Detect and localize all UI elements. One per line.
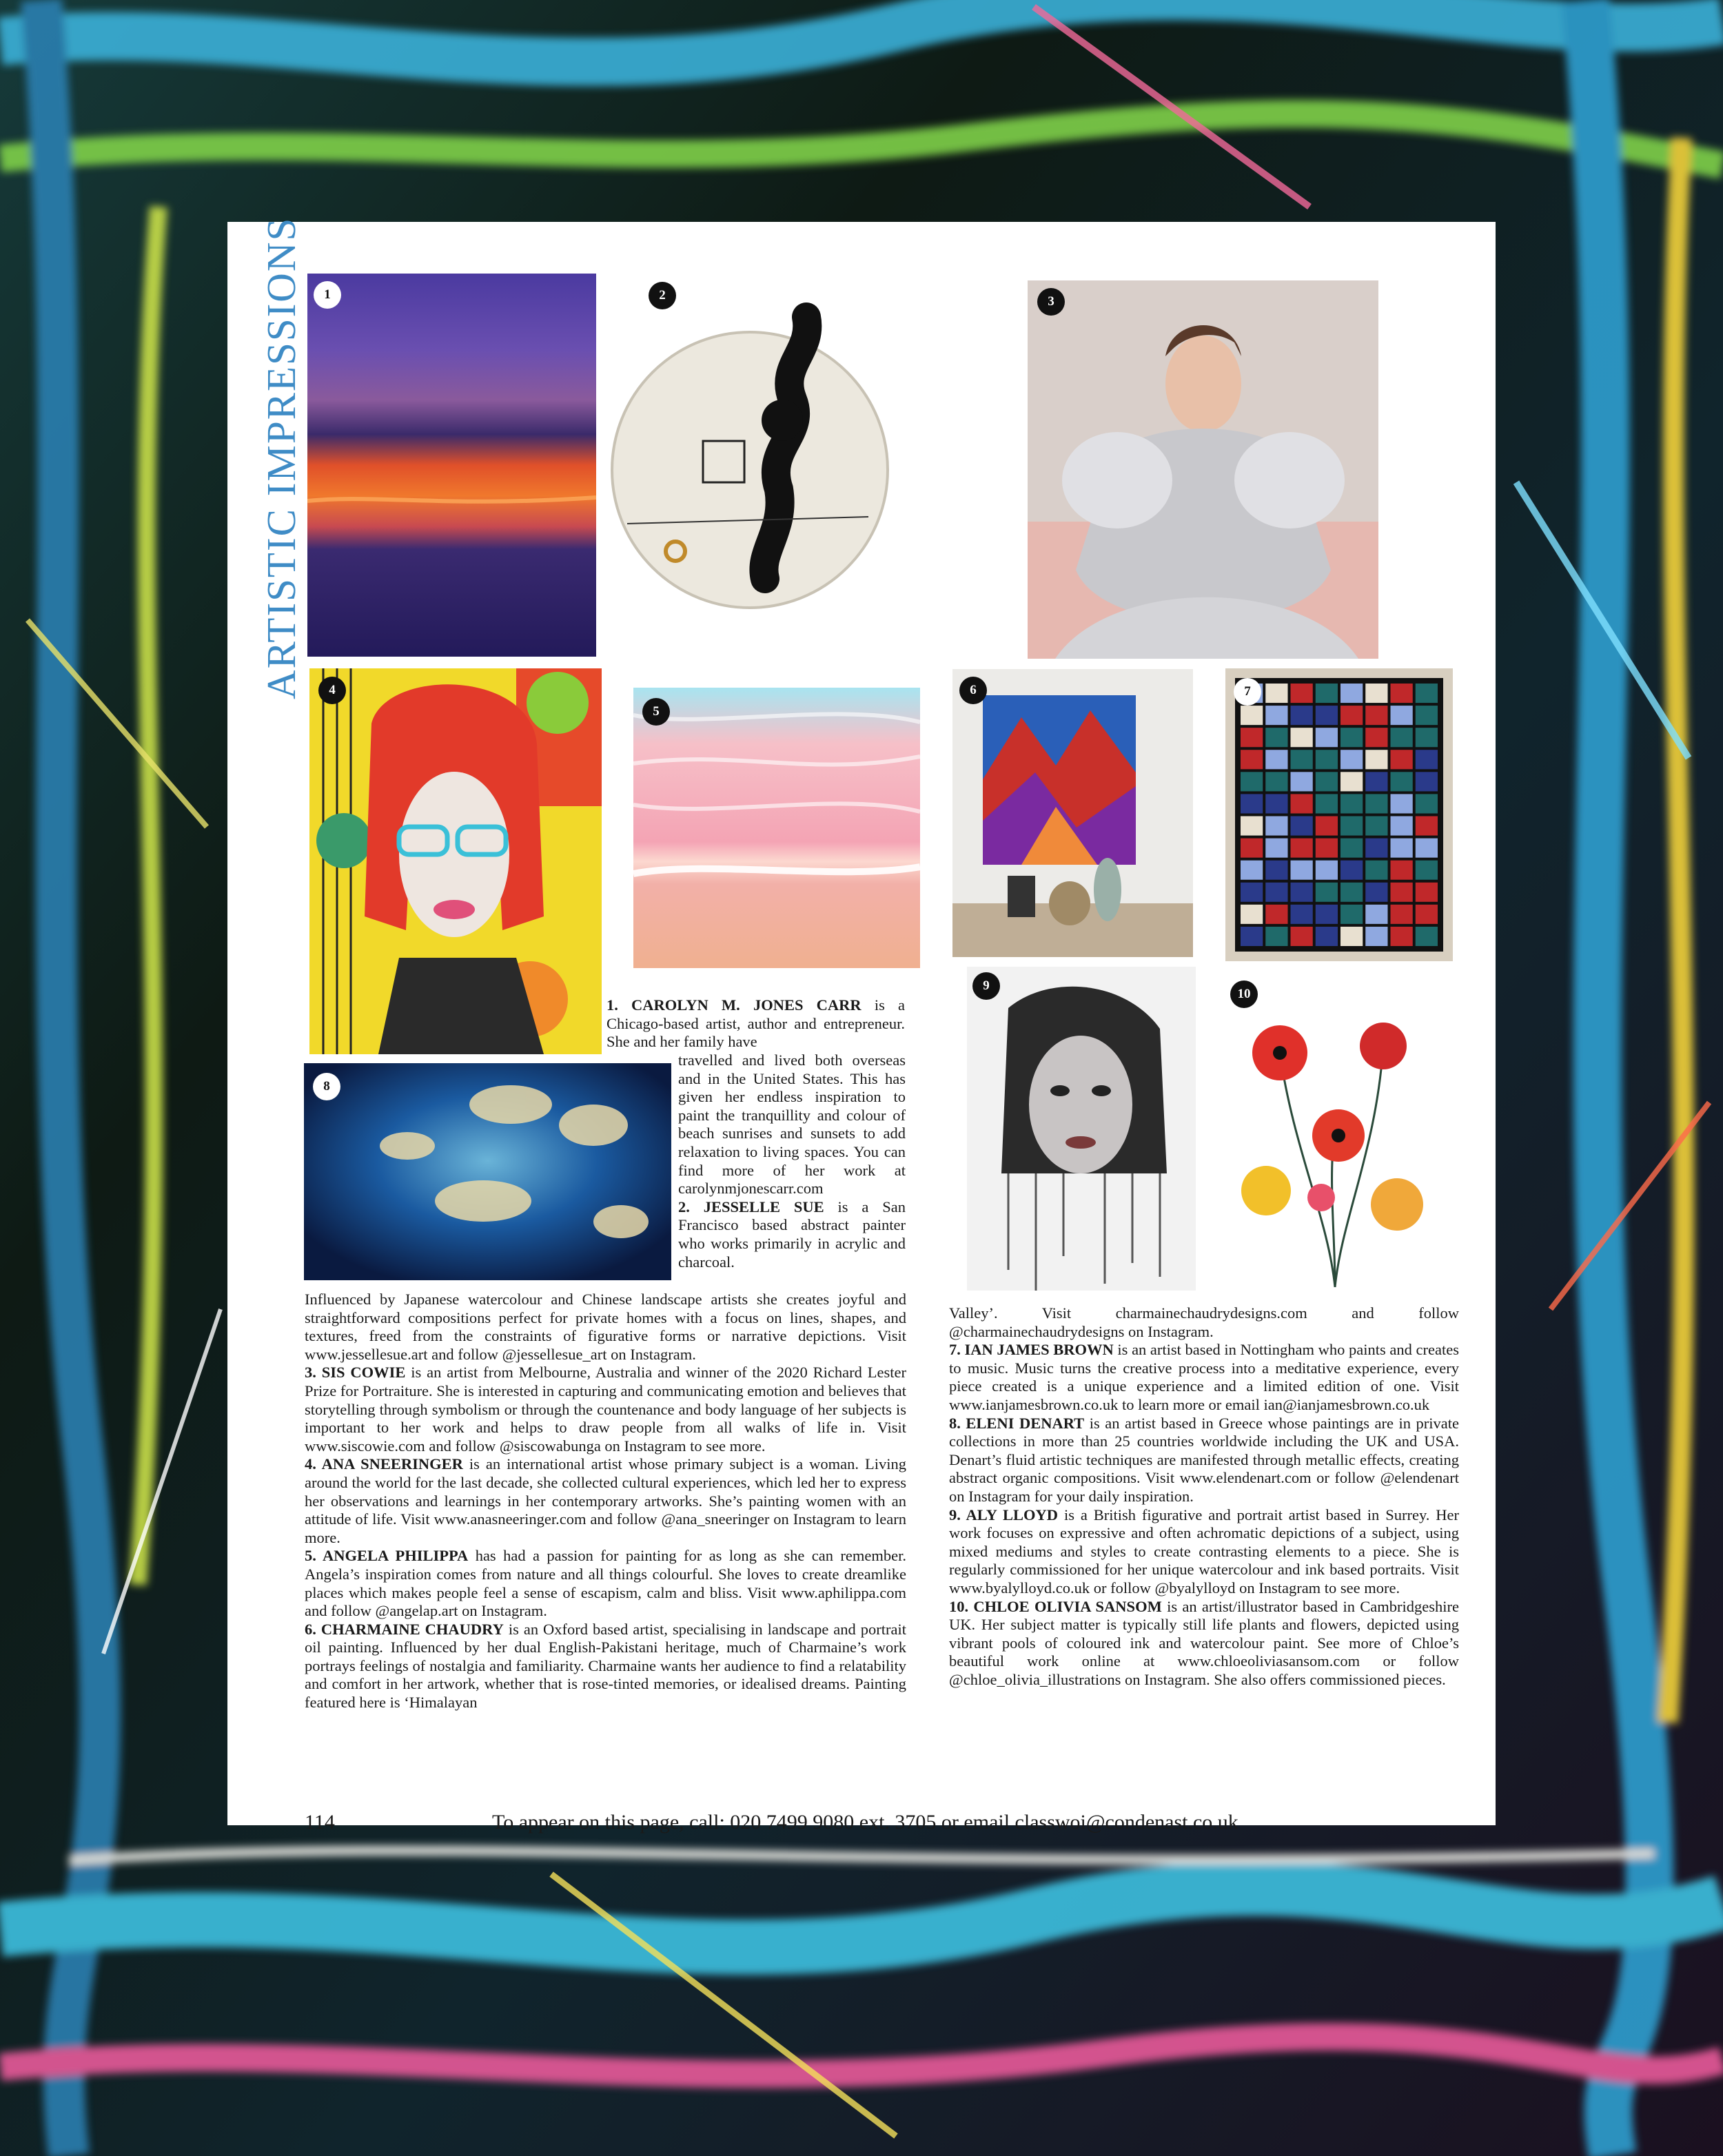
artwork-number-badge: 2 xyxy=(649,282,676,309)
artwork-number-badge: 3 xyxy=(1037,288,1065,316)
artwork-8-blue-gold-abstract xyxy=(304,1063,671,1280)
artwork-9-monochrome-portrait xyxy=(967,967,1196,1291)
artwork-1-sunset-painting xyxy=(307,274,596,657)
entry-name: 2. JESSELLE SUE xyxy=(678,1198,824,1215)
entry-name: 1. CAROLYN M. JONES CARR xyxy=(606,996,862,1014)
artwork-number-badge: 1 xyxy=(314,281,341,309)
artwork-number-badge: 7 xyxy=(1234,678,1261,706)
artwork-3-portrait-painting xyxy=(1028,280,1378,659)
page-number: 114 xyxy=(305,1811,335,1834)
artwork-2-circle-canvas xyxy=(606,269,893,671)
artwork-4-woman-portrait xyxy=(309,668,602,1054)
artwork-number-badge: 8 xyxy=(313,1073,340,1100)
artwork-5-pink-beach-painting xyxy=(633,688,920,968)
entry-name: 8. ELENI DENART xyxy=(949,1414,1085,1432)
artwork-number-badge: 10 xyxy=(1230,981,1258,1008)
artwork-7-geometric-squares-painting xyxy=(1225,668,1453,961)
entry-1-head: 1. CAROLYN M. JONES CARR is a Chicago-based artist, author and entrepreneur. She and her family have xyxy=(606,996,905,1051)
entry-name: 10. CHLOE OLIVIA SANSOM xyxy=(949,1597,1162,1615)
artwork-number-badge: 5 xyxy=(642,698,670,726)
left-column-text: Influenced by Japanese watercolour and Chinese landscape artists she creates joyful and straightforward compositions perfect for private homes with a focus on lines, shapes, and textures, freed from the constraints of figurative forms or narrative depictions. Visit www.jessellesue.art and follow @jessellesue_art on Instagram. 3. SIS COWIE is an artist from Melbourne, Australia and winner of the 2020 Richard Lester Prize for Portraiture. She is interested in capturing and communicating emotion and believes that storytelling through symbolism or through the countenance and body language of her subjects is important to her work and helps to draw people from all walks of life in. Visit www.siscowie.com and follow @siscowabunga on Instagram to see more. 4. ANA SNEERINGER is an international artist whose primary subject is a woman. Living around the world for the last decade, she collected cultural experiences, which led her to express her observations and learnings in her contemporary artworks. She’s painting women with an attitude of life. Visit www.anasneeringer.com and follow @ana_sneeringer on Instagram to learn more. 5. ANGELA PHILIPPA has had a passion for painting for as long as she can remember. Angela’s inspiration comes from nature and all things colourful. She loves to create dreamlike places which makes people feel a sense of escapism, calm and bliss. Visit www.aphilippa.com and follow @angelap.art on Instagram. 6. CHARMAINE CHAUDRY is an Oxford based artist, specialising in landscape and portrait oil painting. Influenced by her dual English-Pakistani heritage, much of Charmaine’s work portrays feelings of nostalgia and familiarity. Charmaine wants her audience to find a relatability and comfort in her artwork, whether that is rose-tinted memories, or idealised dreams. Painting featured here is ‘Himalayan xyxy=(305,1291,907,1712)
artwork-number-badge: 6 xyxy=(959,677,987,704)
artwork-number-badge: 9 xyxy=(972,972,1000,1000)
entry-name: 6. CHARMAINE CHAUDRY xyxy=(305,1620,504,1638)
section-title: ARTISTIC IMPRESSIONS xyxy=(258,216,304,699)
entry-1-body: travelled and lived both overseas and in the United States. This has given her endless inspiration to paint the tranquillity and colour of beach sunrises and sunsets to add relaxation to living spaces. You can find more of her work at carolynmjonescarr.com 2. JESSELLE SUE is a San Francisco based abstract painter who works primarily in acrylic and charcoal. xyxy=(678,1051,906,1271)
advertising-contact-footer: To appear on this page, call: 020 7499 9080 ext. 3705 or email classwoi@condenast.co.uk xyxy=(492,1811,1238,1834)
artwork-6-himalayan-valley-painting xyxy=(952,669,1193,957)
artwork-number-badge: 4 xyxy=(318,677,346,704)
entry-name: 4. ANA SNEERINGER xyxy=(305,1455,463,1473)
entry-name: 5. ANGELA PHILIPPA xyxy=(305,1547,469,1565)
artwork-10-poppies-painting xyxy=(1225,970,1452,1295)
entry-name: 7. IAN JAMES BROWN xyxy=(949,1341,1114,1359)
entry-name: 3. SIS COWIE xyxy=(305,1364,406,1382)
entry-name: 9. ALY LLOYD xyxy=(949,1506,1059,1523)
right-column-text: Valley’. Visit charmainechaudrydesigns.com and follow @charmainechaudrydesigns on Instagram. 7. IAN JAMES BROWN is an artist based in Nottingham who paints and creates to music. Music turns the creative process into a meditative experience, every piece created is a unique experience and a limited edition of one. Visit www.ianjamesbrown.co.uk to learn more or email ian@ianjamesbrown.co.uk 8. ELENI DENART is an artist based in Greece whose paintings are in private collections in more than 25 countries worldwide including the UK and USA. Denart’s fluid artistic techniques are manifested through metallic effects, creating abstract organic compositions. Visit www.elendenart.com or follow @elendenart on Instagram for your daily inspiration. 9. ALY LLOYD is a British figurative and portrait artist based in Surrey. Her work focuses on expressive and often achromatic depictions of a subject, using mixed mediums and styles to create contrasting elements to a piece. She is regularly commissioned for her unique watercolour and ink based portraits. Visit www.byalylloyd.co.uk or follow @byalylloyd on Instagram to see more. 10. CHLOE OLIVIA SANSOM is an artist/illustrator based in Cambridgeshire UK. Her subject matter is typically still life plants and flowers, depicted using vibrant pools of coloured ink and watercolour paint. See more of Chloe’s beautiful work online at www.chloeoliviasansom.com or follow @chloe_olivia_illustrations on Instagram. She also offers commissioned pieces. xyxy=(949,1304,1459,1688)
